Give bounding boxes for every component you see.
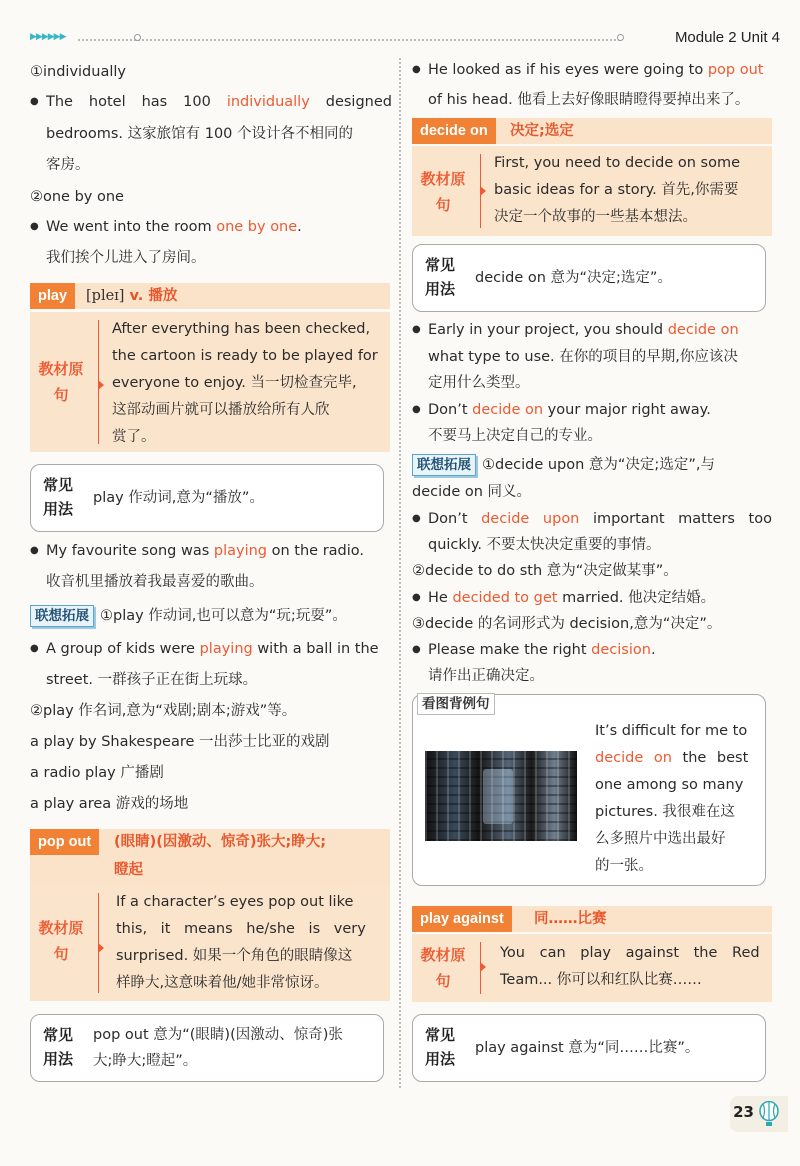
example-sentence-cont: 客房。	[46, 157, 90, 173]
example-translation: street. 一群孩子正在街上玩球。	[46, 672, 258, 688]
usage-text: pop out 意为“(眼睛)(因激动、惊奇)张	[93, 1027, 343, 1043]
column-divider	[399, 58, 401, 1088]
text: .	[297, 219, 302, 235]
entry-tag: pop out	[30, 829, 99, 855]
phrase: a play area 游戏的场地	[30, 796, 189, 812]
textbook-example-decide-on	[412, 146, 772, 236]
usage-label: 常见用法	[425, 256, 456, 298]
example-sentence	[428, 588, 715, 608]
word: has	[141, 94, 168, 110]
example-line: 这部动画片就可以播放给所有人欣	[112, 402, 330, 418]
association-note: ③decide 的名词形式为 decision,意为“决定”。	[412, 616, 722, 632]
example-line: 样睁大,这意味着他/她非常惊讶。	[116, 975, 329, 991]
entry-tag: play	[30, 283, 75, 309]
example-sentence	[46, 92, 392, 112]
usage-text: play against 意为“同……比赛”。	[475, 1040, 700, 1056]
example-sentence	[46, 217, 302, 237]
picture-text: It’s difficult for me to	[595, 723, 748, 739]
word: 100	[183, 94, 211, 110]
text: married. 他决定结婚。	[557, 590, 716, 606]
phonetic: [pleɪ]	[86, 288, 125, 304]
example-sentence	[428, 400, 711, 420]
usage-text: play 作动词,意为“播放”。	[93, 490, 264, 506]
part-of-speech: v. 播放	[129, 288, 178, 304]
example-label: 教材原句	[420, 170, 466, 214]
association-label: 联想拓展	[30, 605, 94, 627]
example-translation: of his head. 他看上去好像眼睛瞪得要掉出来了。	[428, 92, 750, 108]
example-text	[494, 150, 764, 231]
word: ● The	[46, 94, 73, 110]
example-line: basic ideas for a story. 首先,你需要	[494, 182, 739, 198]
arrow-icon	[98, 380, 104, 390]
picture-text: pictures. 我很难在这	[595, 804, 735, 820]
keyword: playing	[213, 543, 268, 559]
association-note	[412, 454, 715, 476]
keyword: decide on	[667, 322, 739, 338]
usage-box-pop-out	[30, 1014, 384, 1082]
text: ①decide upon 意为“决定;选定”,与	[482, 457, 715, 473]
text: .	[650, 642, 656, 658]
example-sentence-cont: bedrooms. 这家旅馆有 100 个设计各不相同的	[46, 126, 354, 142]
entry-definition	[86, 283, 177, 309]
keyword: decide on	[472, 402, 544, 418]
word: ● Don’t	[428, 511, 468, 527]
example-label: 教材原句	[420, 946, 466, 990]
example-line: First, you need to decide on some	[494, 155, 740, 171]
text: with a ball in the	[252, 641, 379, 657]
example-translation: 收音机里播放着我最喜爱的歌曲。	[46, 574, 264, 590]
association-note-cont: decide on 同义。	[412, 484, 532, 500]
usage-label: 常见用法	[425, 1026, 456, 1068]
textbook-example-pop-out	[30, 885, 390, 1001]
example-line: 决定一个故事的一些基本想法。	[494, 209, 697, 225]
example-translation: quickly. 不要太快决定重要的事情。	[428, 537, 661, 553]
example-sentence	[428, 509, 772, 529]
entry-definition: 决定;选定	[510, 123, 574, 139]
example-sentence	[46, 639, 379, 659]
usage-box-decide-on	[412, 244, 766, 312]
entry-header-decide-on	[412, 118, 772, 144]
keyword: one by one	[216, 219, 298, 235]
picture-text	[595, 748, 748, 768]
text: Don’t	[428, 402, 473, 418]
example-sentence	[428, 320, 739, 340]
association-label: 联想拓展	[412, 454, 476, 476]
example-label: 教材原句	[38, 919, 84, 963]
entry-tag: decide on	[412, 118, 496, 144]
example-text	[500, 940, 764, 994]
example-line: If a character’s eyes pop out like	[116, 894, 354, 910]
phrase: a radio play 广播剧	[30, 765, 164, 781]
balloon-icon	[758, 1101, 780, 1127]
word: too	[748, 511, 772, 527]
example-line: 赏了。	[112, 429, 156, 445]
word: matters	[678, 511, 735, 527]
usage-box-play	[30, 464, 384, 532]
header-circle-icon	[617, 34, 624, 41]
keyword: individually	[226, 94, 310, 110]
association-note	[30, 605, 347, 627]
example-line: Team... 你可以和红队比赛……	[500, 972, 702, 988]
entry-header-play	[30, 283, 390, 309]
example-label: 教材原句	[38, 360, 84, 404]
example-translation: 请作出正确决定。	[428, 668, 544, 684]
entry-header-pop-out	[30, 829, 390, 885]
text: My favourite song was	[46, 543, 214, 559]
example-sentence	[428, 60, 763, 80]
textbook-example-play	[30, 312, 390, 452]
text: Early in your project, you should	[428, 322, 668, 338]
text: your major right away.	[543, 402, 711, 418]
page-header	[30, 28, 780, 52]
keyword: pop out	[707, 62, 764, 78]
text: ①play 作动词,也可以意为“玩;玩耍”。	[100, 608, 347, 624]
textbook-example-play-against	[412, 934, 772, 1002]
header-arrows-icon: ▶▶▶▶▶▶	[30, 32, 66, 42]
example-translation: 我们挨个儿进入了房间。	[46, 250, 206, 266]
page-number: 23	[733, 1103, 754, 1121]
arrow-icon	[480, 186, 486, 196]
usage-label: 常见用法	[43, 476, 74, 518]
example-translation: what type to use. 在你的项目的早期,你应该决	[428, 349, 738, 365]
entry-definition-cont: 瞪起	[114, 862, 143, 878]
example-text	[116, 889, 382, 997]
keyword: decide on	[595, 750, 672, 766]
arrow-icon	[98, 943, 104, 953]
text: He looked as if his eyes were going to	[428, 62, 708, 78]
text: on the radio.	[267, 543, 365, 559]
example-line: surprised. 如果一个角色的眼睛像这	[116, 948, 353, 964]
example-sentence	[428, 640, 656, 660]
entry-definition: 同……比赛	[534, 911, 607, 927]
association-note: ②decide to do sth 意为“决定做某事”。	[412, 563, 678, 579]
example-line: this, it means he/she is very	[116, 921, 366, 937]
entry-header-play-against	[412, 906, 772, 932]
entry-tag: play against	[412, 906, 512, 932]
text: He	[428, 590, 453, 606]
phrase: a play by Shakespeare 一出莎士比亚的戏剧	[30, 734, 330, 750]
example-translation: 不要马上决定自己的专业。	[428, 428, 602, 444]
usage-box-play-against	[412, 1014, 766, 1082]
module-unit-label: Module 2 Unit 4	[674, 29, 780, 46]
word: important	[592, 511, 665, 527]
header-dotted-line	[78, 39, 620, 41]
keyword: decision	[591, 642, 651, 658]
example-line: everyone to enjoy. 当一切检查完毕,	[112, 375, 357, 391]
picture-example-box	[412, 694, 766, 886]
text: A group of kids were	[46, 641, 200, 657]
example-line: the cartoon is ready to be played for	[112, 348, 378, 364]
text: We went into the room	[46, 219, 217, 235]
keyword: upon	[542, 511, 580, 527]
usage-label: 常见用法	[43, 1026, 74, 1068]
example-text	[112, 316, 382, 451]
example-line: After everything has been checked,	[112, 321, 371, 337]
text: the best	[671, 750, 749, 766]
word: hotel	[88, 94, 126, 110]
note-title: ②one by one	[30, 189, 124, 205]
word: designed	[325, 94, 392, 110]
header-circle-icon	[134, 34, 141, 41]
picture-text: 的一张。	[595, 858, 653, 874]
arrow-icon	[480, 962, 486, 972]
example-line: You can play against the Red	[500, 945, 760, 961]
example-translation: 定用什么类型。	[428, 375, 530, 391]
usage-text: 大;睁大;瞪起”。	[93, 1053, 198, 1069]
keyword: decide	[481, 511, 530, 527]
note-title: ①individually	[30, 64, 126, 80]
example-sentence	[46, 541, 364, 561]
picture-text: 么多照片中选出最好	[595, 831, 726, 847]
text: Please make the right	[428, 642, 592, 658]
photo-highlight	[483, 769, 513, 824]
entry-definition: (眼睛)(因激动、惊奇)张大;睁大;	[114, 834, 327, 850]
photo-wall-image	[425, 751, 577, 841]
association-note: ②play 作名词,意为“戏剧;剧本;游戏”等。	[30, 703, 297, 719]
keyword: decided to get	[452, 590, 558, 606]
usage-text: decide on 意为“决定;选定”。	[475, 270, 672, 286]
picture-text: one among so many	[595, 777, 744, 793]
picture-tag: 看图背例句	[417, 693, 495, 715]
keyword: playing	[199, 641, 253, 657]
